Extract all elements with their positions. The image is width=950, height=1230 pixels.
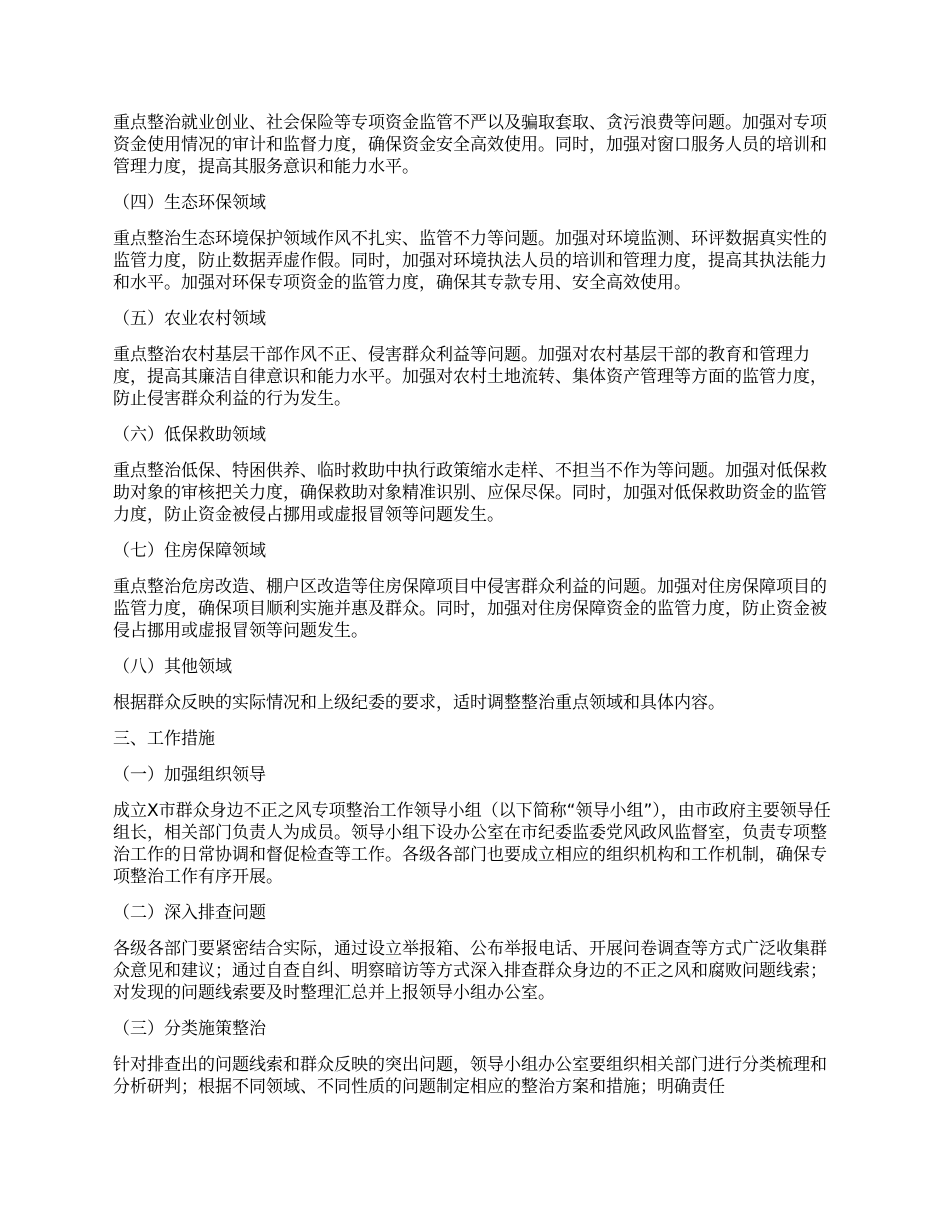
heading-classified-rectification: （三）分类施策整治 [113, 1019, 266, 1039]
paragraph-other-fields: 根据群众反映的实际情况和上级纪委的要求，适时调整整治重点领域和具体内容。 [113, 693, 725, 713]
heading-housing-security: （七）住房保障领域 [113, 541, 266, 561]
paragraph-organization-leadership: 成立X市群众身边不正之风专项整治工作领导小组（以下简称“领导小组”），由市政府主要领导任组长，相关部门负责人为成员。领导小组下设办公室在市纪委监委党风政风监督室，负责专项整治工作的日常协调和督促检查等工作。各级各部门也要成立相应的组织机构和工作机制，确保专项整治工作有序开展。 [113, 801, 831, 887]
heading-other-fields: （八）其他领域 [113, 657, 232, 677]
paragraph-employment-social-security: 重点整治就业创业、社会保险等专项资金监管不严以及骗取套取、贪污浪费等问题。加强对专项资金使用情况的审计和监督力度，确保资金安全高效使用。同时，加强对窗口服务人员的培训和管理力度，提高其服务意识和能力水平。 [113, 113, 827, 177]
heading-investigate-problems: （二）深入排查问题 [113, 903, 266, 923]
heading-work-measures: 三、工作措施 [113, 729, 215, 749]
heading-agriculture-rural: （五）农业农村领域 [113, 309, 266, 329]
heading-organization-leadership: （一）加强组织领导 [113, 765, 266, 785]
paragraph-subsistence-relief: 重点整治低保、特困供养、临时救助中执行政策缩水走样、不担当不作为等问题。加强对低保救助对象的审核把关力度，确保救助对象精准识别、应保尽保。同时，加强对低保救助资金的监管力度，防止资金被侵占挪用或虚报冒领等问题发生。 [113, 461, 827, 525]
heading-subsistence-relief: （六）低保救助领域 [113, 425, 266, 445]
paragraph-agriculture-rural: 重点整治农村基层干部作风不正、侵害群众利益等问题。加强对农村基层干部的教育和管理力度，提高其廉洁自律意识和能力水平。加强对农村土地流转、集体资产管理等方面的监管力度，防止侵害群众利益的行为发生。 [113, 345, 827, 409]
paragraph-classified-rectification: 针对排查出的问题线索和群众反映的突出问题，领导小组办公室要组织相关部门进行分类梳理和分析研判；根据不同领域、不同性质的问题制定相应的整治方案和措施；明确责任 [113, 1055, 827, 1097]
heading-ecology-environment: （四）生态环保领域 [113, 193, 266, 213]
document-page [113, 112, 843, 1112]
paragraph-investigate-problems: 各级各部门要紧密结合实际，通过设立举报箱、公布举报电话、开展问卷调查等方式广泛收集群众意见和建议；通过自查自纠、明察暗访等方式深入排查群众身边的不正之风和腐败问题线索；对发现的问题线索要及时整理汇总并上报领导小组办公室。 [113, 939, 827, 1003]
paragraph-housing-security: 重点整治危房改造、棚户区改造等住房保障项目中侵害群众利益的问题。加强对住房保障项目的监管力度，确保项目顺利实施并惠及群众。同时，加强对住房保障资金的监管力度，防止资金被侵占挪用或虚报冒领等问题发生。 [113, 577, 827, 641]
paragraph-ecology-environment: 重点整治生态环境保护领域作风不扎实、监管不力等问题。加强对环境监测、环评数据真实性的监管力度，防止数据弄虚作假。同时，加强对环境执法人员的培训和管理力度，提高其执法能力和水平。加强对环保专项资金的监管力度，确保其专款专用、安全高效使用。 [113, 229, 827, 293]
